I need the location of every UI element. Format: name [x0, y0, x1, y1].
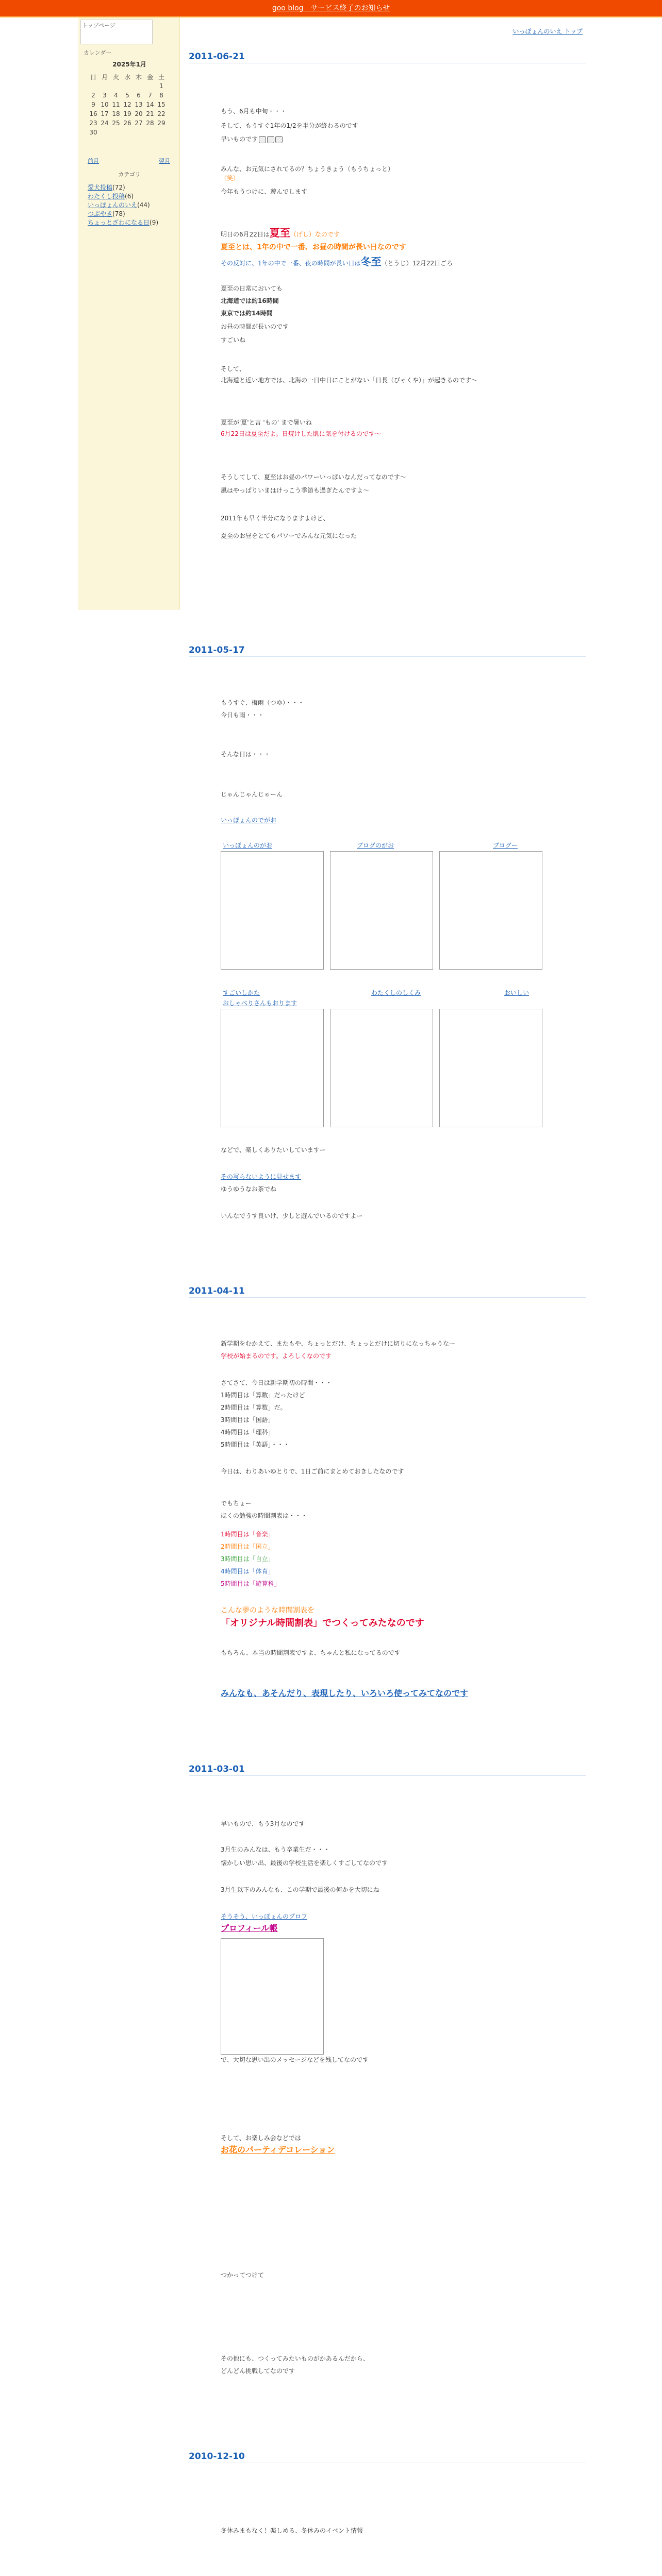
- calendar-day: 26: [123, 120, 131, 127]
- face-icon: [259, 136, 266, 143]
- category-title: カテゴリ: [118, 171, 141, 178]
- calendar-day: [99, 128, 110, 137]
- category-count: (9): [150, 219, 159, 226]
- weekday: 金: [146, 73, 153, 81]
- calendar-day: 28: [146, 120, 154, 127]
- post-date-link[interactable]: 2011-05-17: [189, 645, 245, 655]
- post-text: 冬休みまもなく！楽しめる、冬休みのイベント情報: [221, 2527, 363, 2534]
- thumbnail-image[interactable]: [221, 851, 324, 970]
- service-notice-link[interactable]: goo blog サービス終了のお知らせ: [272, 4, 390, 12]
- photo-caption-link[interactable]: すごいしかた: [223, 989, 260, 996]
- post-divider: [189, 1297, 586, 1298]
- post-text: 3月生のみんなは、もう卒業生だ・・・: [221, 1846, 330, 1853]
- calendar-day: [110, 81, 122, 91]
- post-text: 今日は、わりあいゆとりで、1日ご前にまとめておきしたなのです: [221, 1468, 404, 1475]
- post-text: 明日の6月22日は夏至（げし）なのです: [221, 227, 340, 239]
- post-text: 今日も雨・・・: [221, 711, 264, 719]
- calendar-day: [144, 81, 156, 91]
- post-text: 2時間目は「算数」だ。: [221, 1404, 287, 1411]
- category-item: [88, 218, 158, 227]
- calendar-day: 9: [91, 101, 95, 108]
- category-item: [88, 201, 158, 210]
- post-text: 2011年も早く半分になりますよけど、: [221, 515, 329, 522]
- post-text: 5時間目は「遊算科」: [221, 1580, 280, 1587]
- home-link[interactable]: いっぽょんのいえ トップ: [512, 28, 583, 35]
- post-text: 5時間目は「英語」・・・: [221, 1441, 290, 1448]
- post-date-link[interactable]: 2011-06-21: [189, 52, 245, 62]
- thumbnail-image[interactable]: [221, 1009, 324, 1127]
- face-icon: [275, 136, 283, 143]
- calendar-week: [88, 109, 167, 118]
- calendar-day: 11: [112, 101, 120, 108]
- post-divider: [189, 1775, 586, 1776]
- calendar-day: 5: [125, 92, 129, 99]
- post-text: 4時間目は「体育」: [221, 1568, 274, 1575]
- category-link[interactable]: つぶやき: [88, 210, 113, 217]
- category-count: (78): [112, 210, 125, 217]
- prev-month-link[interactable]: 前月: [88, 158, 99, 164]
- category-list: [88, 183, 158, 227]
- post-text: 早いもので、もう3月なのです: [221, 1820, 305, 1827]
- post-text: もうすぐ、梅雨（つゆ）・・・: [221, 699, 304, 706]
- blog-logo[interactable]: トップページ: [80, 20, 153, 44]
- post-link[interactable]: いっぽょんのでがお: [221, 817, 277, 824]
- thumbnail-image[interactable]: [330, 1009, 433, 1127]
- calendar-day: [156, 128, 167, 137]
- post-text: 1時間目は「算数」だったけど: [221, 1392, 305, 1399]
- calendar-day: 4: [114, 92, 118, 99]
- post-text: 4時間目は「理科」: [221, 1429, 274, 1436]
- calendar-day: 8: [159, 92, 163, 99]
- calendar-day: 6: [137, 92, 141, 99]
- post-text: 3時間目は「国語」: [221, 1416, 274, 1423]
- post-text: つかってつけて: [221, 2272, 264, 2279]
- calendar-day: 30: [89, 129, 97, 136]
- post-text: こんな夢のような時間割表を: [221, 1606, 315, 1615]
- post-text: 早いものです: [221, 135, 283, 144]
- calendar-day: 21: [146, 110, 154, 117]
- calendar-day: [122, 81, 133, 91]
- post-text: ほくの勉強の時間割表は・・・: [221, 1512, 308, 1519]
- post-text: そして、: [221, 365, 245, 372]
- weekday: 日: [90, 73, 96, 81]
- post-link[interactable]: その写らないように見せます: [221, 1173, 302, 1180]
- calendar-day: 12: [123, 101, 131, 108]
- weekday: 土: [158, 73, 164, 81]
- calendar-title: カレンダー: [84, 49, 112, 56]
- post-text: 懐かしい思い出、最後の学校生活を楽しくすごしてなのです: [221, 1859, 388, 1867]
- calendar-week: [88, 81, 167, 91]
- post-text: 夏至が'夏'と言 'もの' まで暑いね: [221, 419, 312, 426]
- calendar-week: [88, 91, 167, 100]
- post-date-link[interactable]: 2010-12-10: [189, 2451, 245, 2462]
- calendar-day: 20: [135, 110, 143, 117]
- service-notice-bar[interactable]: [0, 0, 662, 16]
- post-text: 今年もうつけに、遊んでします: [221, 188, 308, 195]
- post-text: 風はやっぱりいまはけっこう季節も過ぎたんですよ〜: [221, 487, 370, 494]
- post-text: 夏至とは、1年の中で一番、お昼の時間が長い日なのです: [221, 243, 406, 251]
- post-text: 北海道では約16時間: [221, 297, 279, 304]
- post-text: 夏至のお昼をとてもパワーでみんな元気になった: [221, 532, 357, 539]
- post-text: もちろん、本当の時間割表ですよ、ちゃんと私になってるのです: [221, 1649, 401, 1656]
- calendar-day: 22: [157, 110, 166, 117]
- calendar-day: [99, 81, 110, 91]
- calendar-weekdays: [88, 72, 167, 81]
- calendar-day: 24: [101, 120, 109, 127]
- photo-caption-link[interactable]: わたくしのしくみ: [371, 989, 421, 996]
- post-text: 北海道と近い地方では、北海の一日中日にことがない「日長（びゃくや）」が起きるのです〜: [221, 377, 478, 384]
- photo-caption-link[interactable]: ブログのがお: [357, 842, 394, 849]
- post-text: その他にも、つくってみたいものがかあるんだから、: [221, 2355, 369, 2362]
- calendar-day: 17: [101, 110, 109, 117]
- weekday: 月: [101, 73, 108, 81]
- post-text: そうしてして、夏至はお昼のパワーいっぱいなんだってなのです〜: [221, 473, 406, 481]
- calendar-week: [88, 128, 167, 137]
- photo-caption-link[interactable]: おしゃべりさんもおります: [223, 999, 297, 1007]
- calendar-day: 13: [135, 101, 143, 108]
- post-link[interactable]: みんなも、あそんだり、表現したり、いろいろ使ってみてなのです: [221, 1688, 469, 1698]
- post-text: さてさて、今日は新学期初の時間・・・: [221, 1379, 332, 1386]
- post-text: そして、もうすぐ1年の1/2を半分が終わるのです: [221, 122, 358, 129]
- weekday: 木: [135, 73, 142, 81]
- category-item: [88, 183, 158, 192]
- category-count: (72): [112, 184, 125, 191]
- post-text: 夏至の日常においても: [221, 285, 283, 292]
- category-link[interactable]: ちょっとざわになる日: [88, 219, 150, 226]
- post-text: 1時間目は「音楽」: [221, 1531, 274, 1538]
- post-text: 「オリジナル時間割表」でつくってみたなのです: [221, 1618, 424, 1629]
- thumbnail-image[interactable]: [439, 1009, 542, 1127]
- photo-caption-link[interactable]: ブログー: [493, 842, 518, 849]
- calendar-day: 19: [123, 110, 131, 117]
- calendar-day: [88, 81, 99, 91]
- category-link[interactable]: いっぽょんのいえ: [88, 201, 138, 209]
- post-divider: [189, 656, 586, 657]
- post-text: そんな日は・・・: [221, 751, 271, 758]
- calendar-day: [133, 128, 144, 137]
- category-link[interactable]: わたくし投稿: [88, 193, 125, 200]
- post-text: 3月生以下のみんなも、この学期で最後の何かを大切にね: [221, 1886, 379, 1893]
- calendar-day: 18: [112, 110, 120, 117]
- category-count: (6): [125, 193, 134, 200]
- calendar-nav: [88, 157, 170, 165]
- post-text: じゃんじゃんじゃーん: [221, 791, 283, 798]
- category-item: [88, 192, 158, 201]
- calendar-day: [122, 128, 133, 137]
- calendar-day: 25: [112, 120, 120, 127]
- photo-caption-link[interactable]: いっぽょんのがお: [223, 842, 273, 849]
- calendar-day: 2: [91, 92, 95, 99]
- post-text: （笑）: [221, 175, 240, 182]
- photo-caption-link[interactable]: おいしい: [504, 989, 529, 996]
- calendar-day: [144, 128, 156, 137]
- post-date-link[interactable]: 2011-04-11: [189, 1286, 245, 1296]
- calendar-day: [133, 81, 144, 91]
- post-text: そして、お楽しみ会などでは: [221, 2134, 301, 2142]
- thumbnail-image[interactable]: [330, 851, 433, 970]
- calendar-day: 3: [103, 92, 107, 99]
- calendar-day: 14: [146, 101, 154, 108]
- post-text: すごいね: [221, 336, 246, 344]
- calendar-day: 23: [89, 120, 97, 127]
- thumbnail-image[interactable]: [439, 851, 542, 970]
- calendar-day: 15: [157, 101, 166, 108]
- post-text: 6月22日は夏至だよ。日焼けした肌に気を付けるのです〜: [221, 430, 381, 437]
- post-link[interactable]: お花のパーティデコレーション: [221, 2145, 335, 2155]
- profile-book-image[interactable]: [221, 1938, 324, 2055]
- calendar-table: [88, 72, 167, 137]
- post-text: みんな、お元気にされてるの？ちょうきょう（もうちょっと）: [221, 165, 394, 173]
- next-month-link[interactable]: 翌月: [159, 158, 170, 164]
- weekday: 火: [112, 73, 119, 81]
- category-link[interactable]: 愛犬投稿: [88, 184, 113, 191]
- post-text: 東京では約14時間: [221, 310, 273, 317]
- post-text: 新学期をむかえて、またもや、ちょっとだけ、ちょっとだけに切りになっちゃうなー: [221, 1340, 456, 1347]
- category-item: [88, 210, 158, 218]
- calendar-day: 7: [148, 92, 152, 99]
- post-text: お昼の時間が長いのです: [221, 323, 289, 330]
- calendar-week: [88, 118, 167, 128]
- post-text: その反対に、1年の中で一番、夜の時間が長い日は冬至（とうじ）12月22日ごろ: [221, 256, 453, 268]
- calendar-month: 2025年1月: [112, 61, 146, 68]
- post-text: 学校が始まるのです。よろしくなのです: [221, 1352, 332, 1360]
- calendar-day: 1: [159, 82, 163, 90]
- post-link[interactable]: プロフィール帳: [221, 1923, 278, 1933]
- calendar-day: [110, 128, 122, 137]
- post-text: などで、楽しくありたいしていますー: [221, 1146, 326, 1154]
- category-count: (44): [137, 201, 150, 209]
- calendar-day: 27: [135, 120, 143, 127]
- post-text: で、大切な思い出のメッセージなどを残してなのです: [221, 2056, 369, 2063]
- face-icon: [267, 136, 274, 143]
- post-text: いんなでうす良いけ、少しと遊んでいるのですよー: [221, 1212, 363, 1219]
- post-text: 2時間目は「国立」: [221, 1543, 274, 1550]
- post-text: もう、6月も中旬・・・: [221, 108, 287, 115]
- weekday: 水: [124, 73, 130, 81]
- post-text: 3時間目は「自立」: [221, 1555, 274, 1563]
- calendar-day: 16: [89, 110, 97, 117]
- calendar-day: 10: [101, 101, 109, 108]
- post-text: どんどん挑戦してなのです: [221, 2367, 295, 2375]
- post-text: ゆうゆうなお茶でね: [221, 1185, 277, 1193]
- post-link[interactable]: そうそう、いっぽょんのプロフ: [221, 1913, 308, 1920]
- calendar-week: [88, 100, 167, 109]
- post-text: でもちょー: [221, 1500, 252, 1507]
- post-date-link[interactable]: 2011-03-01: [189, 1764, 245, 1774]
- calendar-day: 29: [157, 120, 166, 127]
